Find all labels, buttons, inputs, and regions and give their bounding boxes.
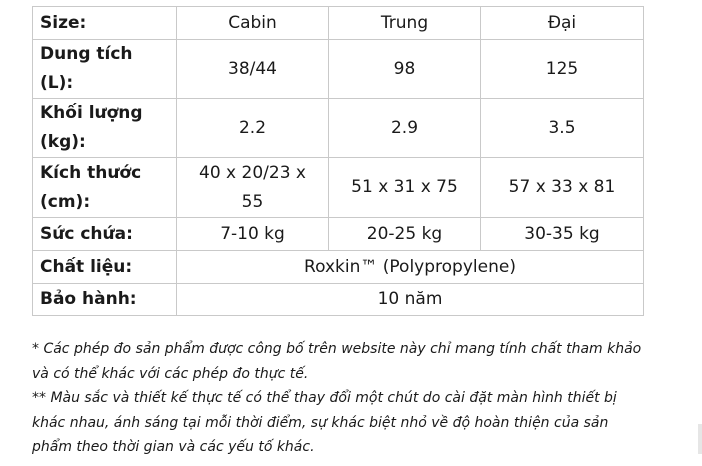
dimensions-label [33,158,177,218]
warranty-label: Bảo hành: [33,284,177,316]
spec-table [32,6,644,316]
table-row-dimensions [33,158,644,218]
load-dai: 30-35 kg [481,218,644,251]
capacity-cabin: 38/44 [177,40,329,99]
scrollbar-edge [698,424,702,454]
table-row-size [33,7,644,40]
dimensions-label-line2: (cm): [40,191,91,212]
warranty-value: 10 năm [177,284,644,316]
weight-dai: 3.5 [481,99,644,158]
disclaimer-notes [32,337,644,460]
size-label: Size: [33,7,177,40]
disclaimer-note-2: ** Màu sắc và thiết kế thực tế có thể thay đổi một chút do cài đặt màn hình thiết bị khác nhau, ánh sáng tại mỗi thời điểm, sự khác biệt nhỏ về độ hoàn thiện của sản phẩm theo thời gian và các yếu tố khác. [32,390,617,456]
disclaimer-note-1: * Các phép đo sản phẩm được công bố trên website này chỉ mang tính chất tham khảo và có thể khác với các phép đo thực tế. [32,341,642,382]
table-row-material [33,251,644,284]
dimensions-cabin-line2: 55 [241,191,264,212]
dimensions-label-line1: Kích thước [40,162,142,183]
dimensions-dai: 57 x 33 x 81 [481,158,644,218]
dimensions-cabin [177,158,329,218]
capacity-dai: 125 [481,40,644,99]
size-cabin: Cabin [177,7,329,40]
weight-label-line2: (kg): [40,132,86,152]
weight-label-line1: Khối lượng [40,103,143,123]
weight-trung: 2.9 [329,99,481,158]
weight-cabin: 2.2 [177,99,329,158]
size-dai: Đại [481,7,644,40]
table-row-warranty [33,284,644,316]
material-label: Chất liệu: [33,251,177,284]
table-row-capacity [33,40,644,99]
table-row-weight [33,99,644,158]
load-trung: 20-25 kg [329,218,481,251]
table-row-load [33,218,644,251]
capacity-trung: 98 [329,40,481,99]
size-trung: Trung [329,7,481,40]
load-cabin: 7-10 kg [177,218,329,251]
dimensions-trung: 51 x 31 x 75 [329,158,481,218]
capacity-label: Dung tích (L): [33,40,177,99]
material-value: Roxkin™ (Polypropylene) [177,251,644,284]
dimensions-cabin-line1: 40 x 20/23 x [199,162,306,183]
load-label: Sức chứa: [33,218,177,251]
weight-label [33,99,177,158]
